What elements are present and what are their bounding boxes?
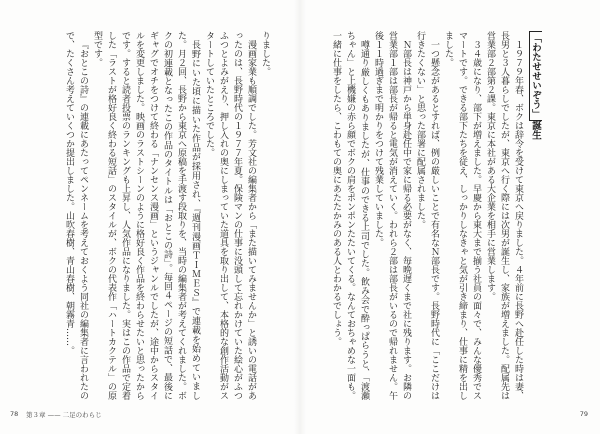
paragraph: １９７９年春、ボクは辞令を受けて東京へ戻りました。４年前に長野へ赴任した時は妻、長男と３人暮らしでしたが、東京へ行く際には次男が誕生し、家族が増えました。配属先は営業部２部第２課。東京に本社がある大企業を相手に営業します。 xyxy=(485,31,523,400)
paragraph: 噂通り厳しくもありましたが、仕事のできる上司でした。飲み会で酔っぱらうと、「渡瀬ちゃん」と上機嫌の赤ら顔でボクの肩をポンポンたたいてくる。なんておちゃめな一面も。一緒に仕事をしたら、こわもての奥にあたたかみのある人とわかるでしょう。 xyxy=(331,31,369,400)
page-number: 78 xyxy=(10,410,19,418)
paragraph: 長野にいた頃に描いた作品が採用され、『週刊漫画ＴＩＭＥＳ』で連載を始めていました。月２回、長野から東京へ原稿を手渡す段取りを、当時の編集者が考えてくれました。ボクの初連載となったこの作品のタイトルは「おとこの詩」。毎回４ページの短話で、最後にギャグでオチをつけて終わる「ナンセンス漫画」というジャンルでしたが、途中からスタイルを変更しました。映画のラストシーンのように格好良く作品を終わらせたいと思ったからです。すると読者投票のランキングも上昇し、人気作品になりました。実はこの作品で定着した「ラストが格好良く終わる短話」のスタイルが、ボクの代表作「ハートカクテル」の原型です。 xyxy=(92,31,200,400)
paragraph: Ｎ部長は神戸から単身赴任中で家に帰る必要がなく、毎晩遅くまで社に残ります。お隣の営業部１部は部長が帰ると電気が消えていく。われら２部は部長がいるので帰れません。午後１１時過ぎまで明かりをつけて残業していました。 xyxy=(373,31,411,400)
running-head: 第３章 —— 二足のわらじ xyxy=(26,411,102,419)
paragraph: 漫画家業も順調でした。芳文社の編集者から「また描いてみませんか」と誘いの電話があったのは、長野時代の１９７７年夏。保険マンの仕事に没頭して忘れかけていた絵心がふつふつとよみがえり、押し入れの奥にしまっていた道具を取り出して、本格的な創作活動がスタートしていたところでした。 xyxy=(204,31,256,400)
paragraph: りました。 xyxy=(260,31,270,76)
section-heading-boxed: 「わたせせいぞう」 xyxy=(530,33,541,119)
right-page-body xyxy=(316,31,542,400)
right-page xyxy=(300,0,600,434)
paragraph: ３４歳になり、部下が増えました。早慶から東大まで揃う社員の面々で、みんな優秀でスマートです。できる部下たちを従え、しっかりしなきゃと気が引き締まり、仕事に精を出しました。 xyxy=(443,31,481,400)
section-heading-rest: 誕生 xyxy=(530,120,541,140)
paragraph: 一つ懸念があるとすれば、例の厳しいことで有名なＮ部長です。長野時代に「ここだけは行きたくない」と思った部署に配属されました。 xyxy=(415,31,439,400)
paragraph: 『おとこの詩』の連載にあたってペンネームを考えておくよう同社の編集者に言われたので、たくさん考えていくつか提出しました。山吹春樹、青山春樹、朝霧青……。 xyxy=(64,31,88,400)
section-heading xyxy=(528,31,542,400)
page-number: 79 xyxy=(579,410,588,418)
left-page-body xyxy=(56,31,272,400)
